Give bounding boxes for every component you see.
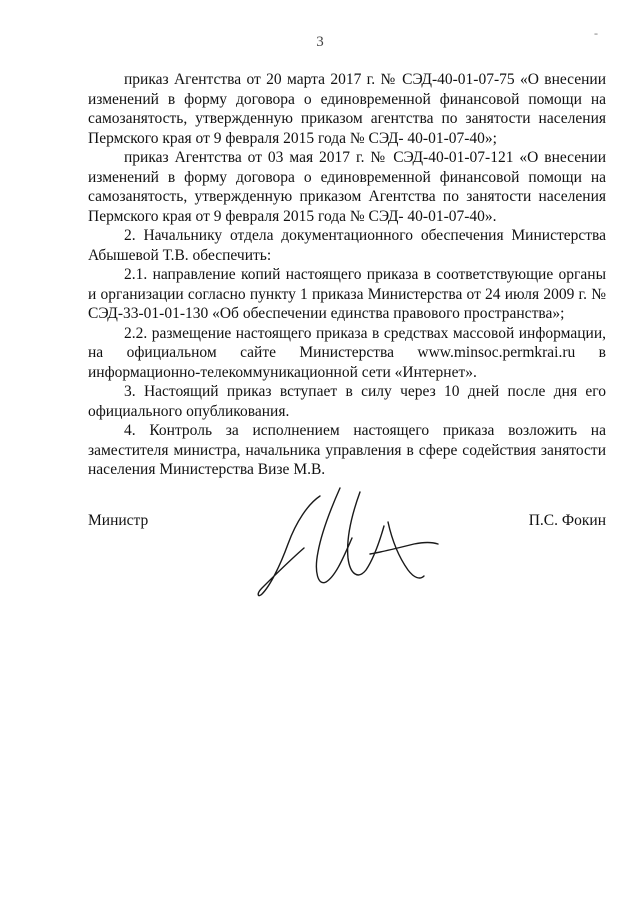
paragraph-item-3: 3. Настоящий приказ вступает в силу через 10 дней после дня его официального опубликования.: [88, 383, 606, 420]
handwritten-signature: [248, 482, 448, 612]
paragraph-order-75: приказ Агентства от 20 марта 2017 г. № СЭД-40-01-07-75 «О внесении изменений в форму договора о единовременной финансовой помощи на самозанятость, утвержденную приказом агентства по занятости населения Пермского края от 9 февраля 2015 года № СЭД- 40-01-07-40»;: [88, 71, 606, 147]
paragraph-item-4: 4. Контроль за исполнением настоящего приказа возложить на заместителя министра, начальника управления в сфере содействия занятости населения Министерства Визе М.В.: [88, 422, 606, 478]
signer-name: П.С. Фокин: [528, 512, 606, 529]
paragraph-order-121: приказ Агентства от 03 мая 2017 г. № СЭД-40-01-07-121 «О внесении изменений в форму договора о единовременной финансовой помощи на самозанятость, утвержденную приказом Агентства по занятости населения Пермского края от 9 февраля 2015 года № СЭД- 40-01-07-40».: [88, 149, 606, 225]
signature-block: [88, 512, 606, 612]
corner-mark: -: [594, 26, 598, 40]
page-number: 3: [316, 34, 324, 50]
signer-title: Министр: [88, 512, 149, 529]
paragraph-item-2: 2. Начальнику отдела документационного обеспечения Министерства Абышевой Т.В. обеспечить:: [88, 227, 606, 264]
document-body: [88, 70, 606, 480]
paragraph-item-2-2: 2.2. размещение настоящего приказа в средствах массовой информации, на официальном сайте Министерства www.minsoc.permkrai.ru в информационно-телекоммуникационной сети «Интернет».: [88, 324, 606, 381]
paragraph-item-2-1: 2.1. направление копий настоящего приказа в соответствующие органы и организации согласно пункту 1 приказа Министерства от 24 июля 2009 г. № СЭД-33-01-01-130 «Об обеспечении единства правового пространства»;: [88, 266, 606, 322]
